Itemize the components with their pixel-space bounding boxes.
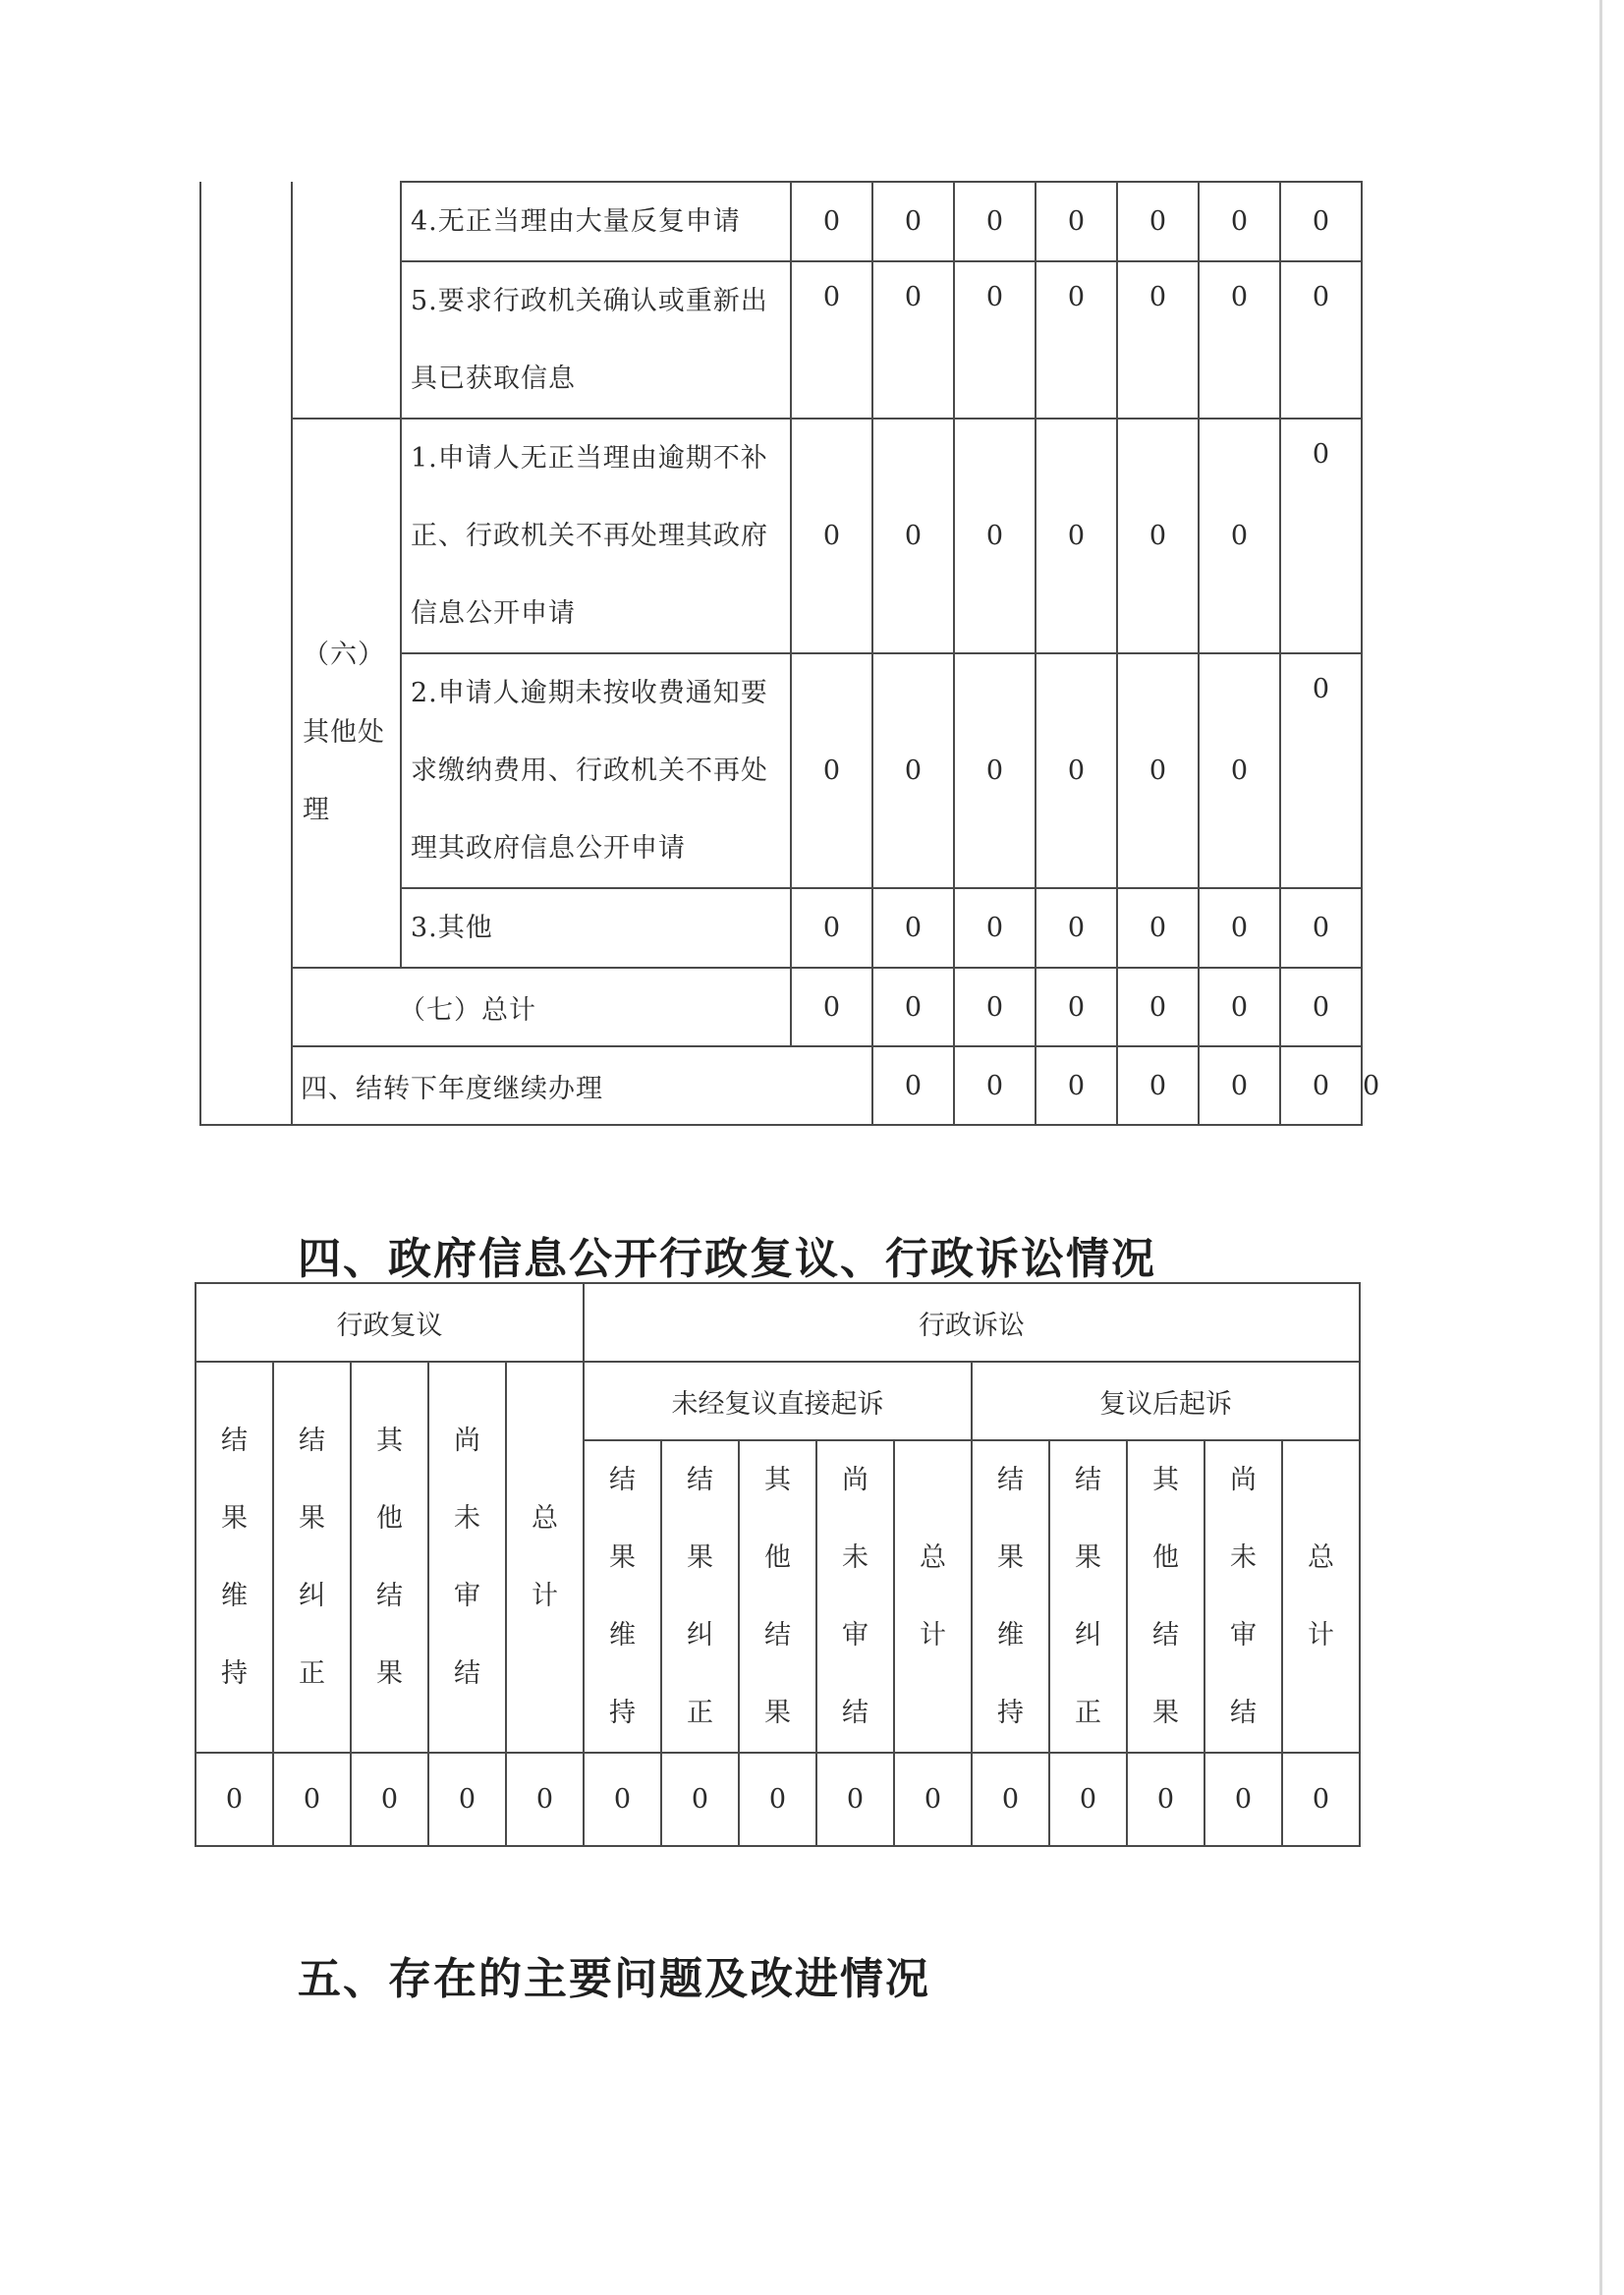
col-header-review-total <box>506 1362 584 1753</box>
value-cell: 0 <box>1282 1753 1360 1846</box>
col-header-direct-total <box>894 1440 972 1753</box>
value-cell: 0 <box>506 1753 584 1846</box>
header-char: 其 <box>1152 1465 1179 1495</box>
value-cell: 0 <box>954 182 1036 261</box>
header-char: 结 <box>376 1581 403 1611</box>
col-header-after-corrected <box>1049 1440 1127 1753</box>
col-header-after-other <box>1127 1440 1204 1753</box>
col-header-review-pending <box>428 1362 506 1753</box>
table-row <box>200 182 1362 261</box>
header-char: 未 <box>1230 1542 1257 1573</box>
col-header-after-pending <box>1204 1440 1282 1753</box>
value-cell: 0 <box>428 1753 506 1846</box>
review-header: 行政复议 <box>196 1283 584 1362</box>
header-char: 结 <box>1230 1698 1257 1728</box>
category-line: 理 <box>303 794 330 825</box>
header-char: 尚 <box>454 1426 480 1456</box>
header-char: 正 <box>1075 1698 1101 1728</box>
value-cell: 0 <box>739 1753 816 1846</box>
row-label <box>401 653 791 888</box>
total-cell: 0 <box>1280 653 1362 888</box>
value-cell: 0 <box>1117 1046 1199 1125</box>
litigation-header: 行政诉讼 <box>584 1283 1360 1362</box>
value-cell: 0 <box>791 261 872 419</box>
header-char: 纠 <box>299 1581 325 1611</box>
after-review-header: 复议后起诉 <box>972 1362 1360 1440</box>
label-line: 具已获取信息 <box>411 364 576 394</box>
value-cell: 0 <box>872 1046 954 1125</box>
col-header-direct-corrected <box>661 1440 739 1753</box>
value-cell: 0 <box>791 968 872 1046</box>
header-char: 尚 <box>1230 1465 1257 1495</box>
header-char: 未 <box>454 1503 480 1534</box>
table-row <box>196 1283 1360 1362</box>
label-line: 5.要求行政机关确认或重新出 <box>411 286 768 316</box>
col-header-review-other <box>351 1362 428 1753</box>
col-header-after-upheld <box>972 1440 1049 1753</box>
row-label <box>401 419 791 653</box>
value-cell: 0 <box>1204 1753 1282 1846</box>
header-char: 计 <box>1308 1620 1334 1651</box>
col-header-direct-upheld <box>584 1440 661 1753</box>
label-line: 信息公开申请 <box>411 598 576 629</box>
application-results-table <box>199 181 1380 1126</box>
category-line: （六） <box>303 639 385 670</box>
value-cell: 0 <box>1036 261 1117 419</box>
header-char: 总 <box>532 1503 558 1534</box>
col-header-direct-other <box>739 1440 816 1753</box>
value-cell: 0 <box>954 888 1036 968</box>
value-cell: 0 <box>1036 968 1117 1046</box>
header-char: 果 <box>1152 1698 1179 1728</box>
header-char: 审 <box>454 1581 480 1611</box>
header-char: 结 <box>299 1426 325 1456</box>
header-char: 维 <box>997 1620 1024 1651</box>
header-char: 其 <box>764 1465 791 1495</box>
header-char: 结 <box>609 1465 636 1495</box>
header-char: 纠 <box>687 1620 713 1651</box>
total-cell: 0 <box>1280 419 1362 653</box>
header-char: 结 <box>764 1620 791 1651</box>
row-label: 3.其他 <box>401 888 791 968</box>
value-cell: 0 <box>1199 1046 1280 1125</box>
header-char: 正 <box>299 1658 325 1689</box>
row-label <box>401 261 791 419</box>
value-cell: 0 <box>1199 261 1280 419</box>
value-cell: 0 <box>1199 182 1280 261</box>
review-litigation-table <box>195 1282 1361 1847</box>
header-char: 结 <box>1075 1465 1101 1495</box>
value-cell: 0 <box>1199 653 1280 888</box>
label-line: 正、行政机关不再处理其政府 <box>411 521 768 551</box>
total-cell: 0 <box>1280 888 1362 968</box>
label-line: 2.申请人逾期未按收费通知要 <box>411 678 768 708</box>
value-cell: 0 <box>1117 653 1199 888</box>
outer-category-cell <box>200 182 292 1125</box>
header-char: 持 <box>997 1698 1024 1728</box>
direct-suit-header: 未经复议直接起诉 <box>584 1362 972 1440</box>
header-char: 果 <box>997 1542 1024 1573</box>
header-char: 他 <box>1152 1542 1179 1573</box>
value-cell: 0 <box>872 182 954 261</box>
label-line: 求缴纳费用、行政机关不再处 <box>411 756 768 786</box>
header-char: 纠 <box>1075 1620 1101 1651</box>
col-header-review-upheld <box>196 1362 273 1753</box>
value-cell: 0 <box>1036 653 1117 888</box>
value-cell: 0 <box>196 1753 273 1846</box>
header-char: 结 <box>454 1658 480 1689</box>
value-cell: 0 <box>972 1753 1049 1846</box>
category-line: 其他处 <box>303 716 385 748</box>
value-cell: 0 <box>1280 1046 1362 1125</box>
header-char: 总 <box>1308 1542 1334 1573</box>
carry-row-label: 四、结转下年度继续办理 <box>292 1046 872 1125</box>
table-row <box>196 1362 1360 1440</box>
value-cell: 0 <box>584 1753 661 1846</box>
header-char: 结 <box>997 1465 1024 1495</box>
value-cell: 0 <box>1036 888 1117 968</box>
header-char: 尚 <box>842 1465 868 1495</box>
header-char: 持 <box>221 1658 248 1689</box>
header-char: 结 <box>1152 1620 1179 1651</box>
header-char: 果 <box>764 1698 791 1728</box>
value-cell: 0 <box>894 1753 972 1846</box>
value-cell: 0 <box>872 419 954 653</box>
total-cell: 0 <box>1280 968 1362 1046</box>
value-cell: 0 <box>1127 1753 1204 1846</box>
value-cell: 0 <box>1199 419 1280 653</box>
section-4-title: 四、政府信息公开行政复议、行政诉讼情况 <box>298 1234 1156 1284</box>
header-char: 审 <box>1230 1620 1257 1651</box>
header-char: 果 <box>687 1542 713 1573</box>
header-char: 其 <box>376 1426 403 1456</box>
value-cell: 0 <box>273 1753 351 1846</box>
label-line: 1.申请人无正当理由逾期不补 <box>411 443 768 474</box>
value-cell: 0 <box>872 261 954 419</box>
value-cell: 0 <box>954 419 1036 653</box>
value-cell: 0 <box>1036 1046 1117 1125</box>
page-edge <box>1599 0 1602 2295</box>
table-row: 四、结转下年度继续办理 0 0 0 0 0 0 0 <box>200 1046 1362 1125</box>
value-cell: 0 <box>1049 1753 1127 1846</box>
col-header-review-corrected <box>273 1362 351 1753</box>
value-cell: 0 <box>954 653 1036 888</box>
header-char: 他 <box>764 1542 791 1573</box>
category-cell <box>292 182 401 419</box>
value-cell: 0 <box>791 653 872 888</box>
value-cell: 0 <box>954 968 1036 1046</box>
value-cell: 0 <box>1117 261 1199 419</box>
header-char: 果 <box>221 1503 248 1534</box>
header-char: 结 <box>687 1465 713 1495</box>
header-char: 果 <box>609 1542 636 1573</box>
header-char: 他 <box>376 1503 403 1534</box>
table-row <box>196 1753 1360 1846</box>
header-char: 计 <box>920 1620 946 1651</box>
value-cell: 0 <box>1117 888 1199 968</box>
section-5-title: 五、存在的主要问题及改进情况 <box>298 1954 930 2004</box>
table-row <box>200 968 1362 1046</box>
value-cell: 0 <box>791 888 872 968</box>
value-cell: 0 <box>1117 419 1199 653</box>
value-cell: 0 <box>872 968 954 1046</box>
table-row <box>200 419 1362 653</box>
col-header-after-total <box>1282 1440 1360 1753</box>
total-cell: 0 <box>1280 182 1362 261</box>
value-cell: 0 <box>816 1753 894 1846</box>
header-char: 果 <box>1075 1542 1101 1573</box>
value-cell: 0 <box>351 1753 428 1846</box>
value-cell: 0 <box>1036 419 1117 653</box>
header-char: 未 <box>842 1542 868 1573</box>
header-char: 正 <box>687 1698 713 1728</box>
row-label: 4.无正当理由大量反复申请 <box>401 182 791 261</box>
total-row-label: （七）总计 <box>292 968 791 1046</box>
value-cell: 0 <box>1117 182 1199 261</box>
total-cell: 0 <box>1280 261 1362 419</box>
value-cell: 0 <box>872 653 954 888</box>
header-char: 果 <box>299 1503 325 1534</box>
value-cell: 0 <box>1199 888 1280 968</box>
value-cell: 0 <box>872 888 954 968</box>
col-header-direct-pending <box>816 1440 894 1753</box>
value-cell: 0 <box>1117 968 1199 1046</box>
header-char: 持 <box>609 1698 636 1728</box>
value-cell: 0 <box>954 261 1036 419</box>
value-cell: 0 <box>954 1046 1036 1125</box>
value-cell: 0 <box>1036 182 1117 261</box>
header-char: 维 <box>609 1620 636 1651</box>
value-cell: 0 <box>661 1753 739 1846</box>
label-line: 理其政府信息公开申请 <box>411 833 686 864</box>
category-six-cell <box>292 419 401 968</box>
header-char: 维 <box>221 1581 248 1611</box>
value-cell: 0 <box>1199 968 1280 1046</box>
header-char: 果 <box>376 1658 403 1689</box>
header-char: 结 <box>221 1426 248 1456</box>
value-cell: 0 <box>791 419 872 653</box>
header-char: 计 <box>532 1581 558 1611</box>
value-cell: 0 <box>791 182 872 261</box>
header-char: 结 <box>842 1698 868 1728</box>
header-char: 总 <box>920 1542 946 1573</box>
header-char: 审 <box>842 1620 868 1651</box>
